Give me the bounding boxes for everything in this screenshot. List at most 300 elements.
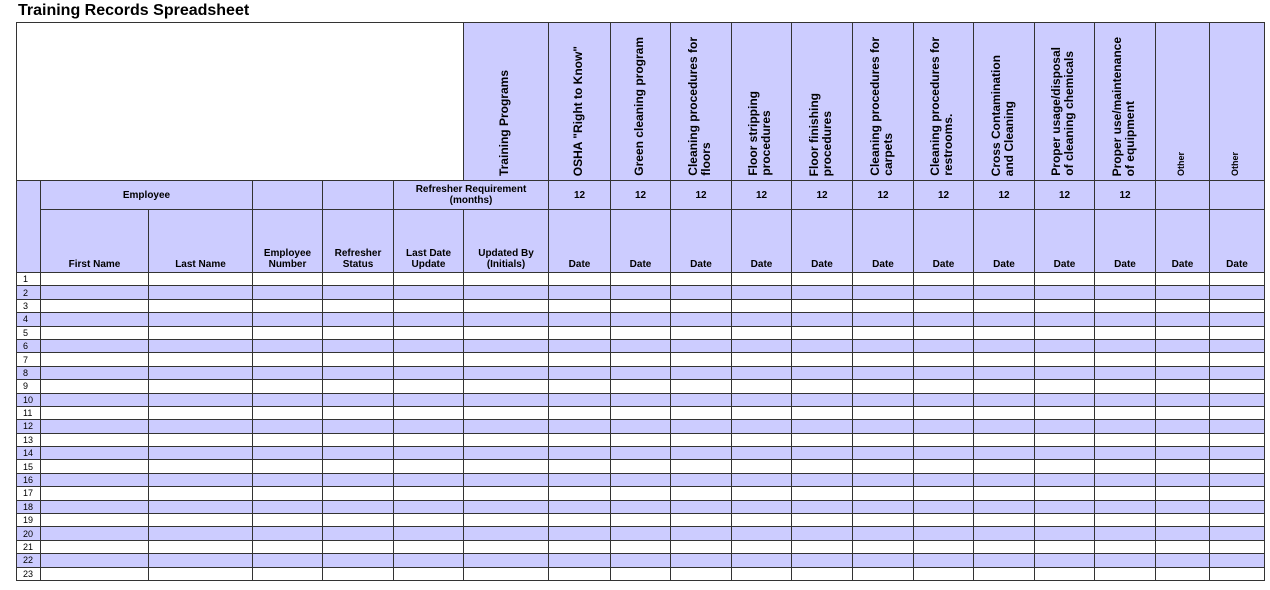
- data-cell[interactable]: [549, 286, 611, 299]
- data-cell[interactable]: [1210, 313, 1265, 326]
- data-cell[interactable]: [253, 447, 323, 460]
- data-cell[interactable]: [41, 420, 149, 433]
- data-cell[interactable]: [394, 393, 464, 406]
- data-cell[interactable]: [853, 420, 914, 433]
- data-cell[interactable]: [853, 447, 914, 460]
- data-cell[interactable]: [974, 353, 1035, 366]
- data-cell[interactable]: [732, 447, 792, 460]
- data-cell[interactable]: [1035, 433, 1095, 446]
- data-cell[interactable]: [611, 380, 671, 393]
- data-cell[interactable]: [1156, 554, 1210, 567]
- data-cell[interactable]: [1210, 286, 1265, 299]
- data-cell[interactable]: [464, 313, 549, 326]
- data-cell[interactable]: [671, 406, 732, 419]
- data-cell[interactable]: [1156, 473, 1210, 486]
- data-cell[interactable]: [914, 567, 974, 580]
- data-cell[interactable]: [974, 393, 1035, 406]
- data-cell[interactable]: [792, 326, 853, 339]
- data-cell[interactable]: [1035, 447, 1095, 460]
- data-cell[interactable]: [549, 447, 611, 460]
- data-cell[interactable]: [1095, 514, 1156, 527]
- data-cell[interactable]: [1210, 473, 1265, 486]
- data-cell[interactable]: [1210, 433, 1265, 446]
- data-cell[interactable]: [149, 460, 253, 473]
- data-cell[interactable]: [149, 339, 253, 352]
- data-cell[interactable]: [792, 339, 853, 352]
- data-cell[interactable]: [149, 500, 253, 513]
- data-cell[interactable]: [1210, 420, 1265, 433]
- data-cell[interactable]: [853, 393, 914, 406]
- data-cell[interactable]: [1095, 313, 1156, 326]
- data-cell[interactable]: [611, 447, 671, 460]
- data-cell[interactable]: [914, 514, 974, 527]
- data-cell[interactable]: [792, 273, 853, 286]
- data-cell[interactable]: [394, 420, 464, 433]
- data-cell[interactable]: [253, 554, 323, 567]
- data-cell[interactable]: [1156, 540, 1210, 553]
- data-cell[interactable]: [914, 313, 974, 326]
- data-cell[interactable]: [464, 273, 549, 286]
- data-cell[interactable]: [1210, 540, 1265, 553]
- data-cell[interactable]: [1095, 406, 1156, 419]
- data-cell[interactable]: [394, 460, 464, 473]
- data-cell[interactable]: [732, 393, 792, 406]
- data-cell[interactable]: [792, 406, 853, 419]
- data-cell[interactable]: [611, 299, 671, 312]
- data-cell[interactable]: [549, 567, 611, 580]
- data-cell[interactable]: [671, 514, 732, 527]
- data-cell[interactable]: [914, 433, 974, 446]
- data-cell[interactable]: [853, 433, 914, 446]
- data-cell[interactable]: [1095, 286, 1156, 299]
- data-cell[interactable]: [1210, 527, 1265, 540]
- data-cell[interactable]: [549, 313, 611, 326]
- data-cell[interactable]: [914, 353, 974, 366]
- data-cell[interactable]: [41, 473, 149, 486]
- data-cell[interactable]: [1035, 514, 1095, 527]
- data-cell[interactable]: [394, 286, 464, 299]
- data-cell[interactable]: [974, 406, 1035, 419]
- data-cell[interactable]: [41, 433, 149, 446]
- data-cell[interactable]: [1156, 447, 1210, 460]
- data-cell[interactable]: [1156, 433, 1210, 446]
- data-cell[interactable]: [1095, 433, 1156, 446]
- data-cell[interactable]: [1035, 527, 1095, 540]
- data-cell[interactable]: [611, 313, 671, 326]
- data-cell[interactable]: [853, 514, 914, 527]
- data-cell[interactable]: [611, 393, 671, 406]
- data-cell[interactable]: [394, 527, 464, 540]
- data-cell[interactable]: [394, 433, 464, 446]
- data-cell[interactable]: [323, 286, 394, 299]
- data-cell[interactable]: [1095, 273, 1156, 286]
- data-cell[interactable]: [1035, 299, 1095, 312]
- data-cell[interactable]: [323, 393, 394, 406]
- data-cell[interactable]: [914, 339, 974, 352]
- data-cell[interactable]: [792, 366, 853, 379]
- data-cell[interactable]: [253, 500, 323, 513]
- data-cell[interactable]: [1210, 393, 1265, 406]
- data-cell[interactable]: [1156, 273, 1210, 286]
- data-cell[interactable]: [853, 567, 914, 580]
- data-cell[interactable]: [671, 473, 732, 486]
- data-cell[interactable]: [41, 500, 149, 513]
- data-cell[interactable]: [253, 339, 323, 352]
- data-cell[interactable]: [394, 473, 464, 486]
- data-cell[interactable]: [792, 286, 853, 299]
- data-cell[interactable]: [974, 540, 1035, 553]
- data-cell[interactable]: [1156, 326, 1210, 339]
- data-cell[interactable]: [464, 540, 549, 553]
- data-cell[interactable]: [1156, 366, 1210, 379]
- data-cell[interactable]: [323, 406, 394, 419]
- data-cell[interactable]: [253, 514, 323, 527]
- data-cell[interactable]: [464, 286, 549, 299]
- data-cell[interactable]: [549, 487, 611, 500]
- data-cell[interactable]: [549, 473, 611, 486]
- data-cell[interactable]: [974, 567, 1035, 580]
- data-cell[interactable]: [1156, 339, 1210, 352]
- data-cell[interactable]: [149, 380, 253, 393]
- data-cell[interactable]: [853, 299, 914, 312]
- data-cell[interactable]: [464, 353, 549, 366]
- data-cell[interactable]: [253, 527, 323, 540]
- data-cell[interactable]: [914, 286, 974, 299]
- data-cell[interactable]: [394, 380, 464, 393]
- data-cell[interactable]: [792, 380, 853, 393]
- data-cell[interactable]: [853, 473, 914, 486]
- data-cell[interactable]: [792, 460, 853, 473]
- data-cell[interactable]: [974, 487, 1035, 500]
- data-cell[interactable]: [41, 393, 149, 406]
- data-cell[interactable]: [671, 366, 732, 379]
- data-cell[interactable]: [974, 554, 1035, 567]
- data-cell[interactable]: [974, 460, 1035, 473]
- data-cell[interactable]: [853, 487, 914, 500]
- data-cell[interactable]: [853, 273, 914, 286]
- data-cell[interactable]: [792, 299, 853, 312]
- data-cell[interactable]: [853, 326, 914, 339]
- data-cell[interactable]: [253, 353, 323, 366]
- data-cell[interactable]: [41, 299, 149, 312]
- data-cell[interactable]: [149, 540, 253, 553]
- data-cell[interactable]: [853, 353, 914, 366]
- data-cell[interactable]: [464, 299, 549, 312]
- data-cell[interactable]: [394, 339, 464, 352]
- data-cell[interactable]: [732, 527, 792, 540]
- data-cell[interactable]: [914, 393, 974, 406]
- data-cell[interactable]: [1035, 313, 1095, 326]
- data-cell[interactable]: [323, 299, 394, 312]
- data-cell[interactable]: [549, 420, 611, 433]
- data-cell[interactable]: [149, 554, 253, 567]
- data-cell[interactable]: [1156, 406, 1210, 419]
- data-cell[interactable]: [853, 380, 914, 393]
- data-cell[interactable]: [464, 393, 549, 406]
- data-cell[interactable]: [149, 353, 253, 366]
- data-cell[interactable]: [323, 353, 394, 366]
- data-cell[interactable]: [253, 393, 323, 406]
- data-cell[interactable]: [323, 540, 394, 553]
- data-cell[interactable]: [732, 339, 792, 352]
- data-cell[interactable]: [323, 273, 394, 286]
- data-cell[interactable]: [253, 540, 323, 553]
- data-cell[interactable]: [549, 380, 611, 393]
- data-cell[interactable]: [611, 420, 671, 433]
- data-cell[interactable]: [323, 487, 394, 500]
- data-cell[interactable]: [1095, 393, 1156, 406]
- data-cell[interactable]: [1210, 326, 1265, 339]
- data-cell[interactable]: [1156, 420, 1210, 433]
- data-cell[interactable]: [549, 366, 611, 379]
- data-cell[interactable]: [671, 380, 732, 393]
- data-cell[interactable]: [41, 460, 149, 473]
- data-cell[interactable]: [394, 500, 464, 513]
- data-cell[interactable]: [394, 313, 464, 326]
- data-cell[interactable]: [1210, 406, 1265, 419]
- data-cell[interactable]: [914, 326, 974, 339]
- data-cell[interactable]: [1095, 339, 1156, 352]
- data-cell[interactable]: [974, 313, 1035, 326]
- data-cell[interactable]: [394, 273, 464, 286]
- data-cell[interactable]: [974, 420, 1035, 433]
- data-cell[interactable]: [1095, 487, 1156, 500]
- data-cell[interactable]: [149, 433, 253, 446]
- data-cell[interactable]: [732, 420, 792, 433]
- data-cell[interactable]: [41, 447, 149, 460]
- data-cell[interactable]: [1035, 487, 1095, 500]
- data-cell[interactable]: [323, 433, 394, 446]
- data-cell[interactable]: [732, 326, 792, 339]
- data-cell[interactable]: [853, 460, 914, 473]
- data-cell[interactable]: [732, 514, 792, 527]
- data-cell[interactable]: [464, 326, 549, 339]
- data-cell[interactable]: [1156, 353, 1210, 366]
- data-cell[interactable]: [1035, 567, 1095, 580]
- data-cell[interactable]: [611, 433, 671, 446]
- data-cell[interactable]: [1156, 514, 1210, 527]
- data-cell[interactable]: [792, 527, 853, 540]
- data-cell[interactable]: [41, 273, 149, 286]
- data-cell[interactable]: [914, 527, 974, 540]
- data-cell[interactable]: [253, 380, 323, 393]
- data-cell[interactable]: [792, 540, 853, 553]
- data-cell[interactable]: [671, 299, 732, 312]
- data-cell[interactable]: [549, 554, 611, 567]
- data-cell[interactable]: [671, 540, 732, 553]
- data-cell[interactable]: [464, 460, 549, 473]
- data-cell[interactable]: [1156, 527, 1210, 540]
- data-cell[interactable]: [611, 353, 671, 366]
- data-cell[interactable]: [1095, 527, 1156, 540]
- data-cell[interactable]: [1035, 393, 1095, 406]
- data-cell[interactable]: [914, 299, 974, 312]
- data-cell[interactable]: [974, 366, 1035, 379]
- data-cell[interactable]: [1095, 420, 1156, 433]
- data-cell[interactable]: [149, 299, 253, 312]
- data-cell[interactable]: [149, 393, 253, 406]
- data-cell[interactable]: [1035, 353, 1095, 366]
- data-cell[interactable]: [41, 527, 149, 540]
- data-cell[interactable]: [253, 473, 323, 486]
- data-cell[interactable]: [671, 286, 732, 299]
- data-cell[interactable]: [732, 460, 792, 473]
- data-cell[interactable]: [464, 420, 549, 433]
- data-cell[interactable]: [41, 366, 149, 379]
- data-cell[interactable]: [549, 460, 611, 473]
- data-cell[interactable]: [394, 406, 464, 419]
- data-cell[interactable]: [1035, 554, 1095, 567]
- data-cell[interactable]: [549, 500, 611, 513]
- data-cell[interactable]: [149, 406, 253, 419]
- data-cell[interactable]: [611, 326, 671, 339]
- data-cell[interactable]: [914, 447, 974, 460]
- data-cell[interactable]: [149, 326, 253, 339]
- data-cell[interactable]: [671, 567, 732, 580]
- data-cell[interactable]: [323, 339, 394, 352]
- data-cell[interactable]: [41, 514, 149, 527]
- data-cell[interactable]: [253, 286, 323, 299]
- data-cell[interactable]: [464, 487, 549, 500]
- data-cell[interactable]: [549, 299, 611, 312]
- data-cell[interactable]: [323, 473, 394, 486]
- data-cell[interactable]: [671, 326, 732, 339]
- data-cell[interactable]: [1210, 273, 1265, 286]
- data-cell[interactable]: [1156, 393, 1210, 406]
- data-cell[interactable]: [974, 380, 1035, 393]
- data-cell[interactable]: [671, 487, 732, 500]
- data-cell[interactable]: [323, 514, 394, 527]
- data-cell[interactable]: [149, 366, 253, 379]
- data-cell[interactable]: [792, 353, 853, 366]
- data-cell[interactable]: [1210, 353, 1265, 366]
- data-cell[interactable]: [41, 353, 149, 366]
- data-cell[interactable]: [671, 460, 732, 473]
- data-cell[interactable]: [149, 447, 253, 460]
- data-cell[interactable]: [1210, 460, 1265, 473]
- data-cell[interactable]: [611, 500, 671, 513]
- data-cell[interactable]: [732, 366, 792, 379]
- data-cell[interactable]: [1095, 326, 1156, 339]
- data-cell[interactable]: [1210, 380, 1265, 393]
- data-cell[interactable]: [1210, 339, 1265, 352]
- data-cell[interactable]: [792, 313, 853, 326]
- data-cell[interactable]: [792, 433, 853, 446]
- data-cell[interactable]: [394, 514, 464, 527]
- data-cell[interactable]: [1095, 299, 1156, 312]
- data-cell[interactable]: [253, 433, 323, 446]
- data-cell[interactable]: [732, 353, 792, 366]
- data-cell[interactable]: [323, 554, 394, 567]
- data-cell[interactable]: [732, 313, 792, 326]
- data-cell[interactable]: [253, 273, 323, 286]
- data-cell[interactable]: [549, 339, 611, 352]
- data-cell[interactable]: [41, 286, 149, 299]
- data-cell[interactable]: [323, 447, 394, 460]
- data-cell[interactable]: [792, 487, 853, 500]
- data-cell[interactable]: [611, 567, 671, 580]
- data-cell[interactable]: [1035, 500, 1095, 513]
- data-cell[interactable]: [394, 447, 464, 460]
- data-cell[interactable]: [853, 500, 914, 513]
- data-cell[interactable]: [394, 487, 464, 500]
- data-cell[interactable]: [732, 433, 792, 446]
- data-cell[interactable]: [149, 286, 253, 299]
- data-cell[interactable]: [732, 567, 792, 580]
- data-cell[interactable]: [323, 460, 394, 473]
- data-cell[interactable]: [323, 420, 394, 433]
- data-cell[interactable]: [149, 527, 253, 540]
- data-cell[interactable]: [792, 554, 853, 567]
- data-cell[interactable]: [732, 540, 792, 553]
- data-cell[interactable]: [853, 554, 914, 567]
- data-cell[interactable]: [149, 487, 253, 500]
- data-cell[interactable]: [611, 286, 671, 299]
- data-cell[interactable]: [611, 460, 671, 473]
- data-cell[interactable]: [253, 406, 323, 419]
- data-cell[interactable]: [974, 527, 1035, 540]
- data-cell[interactable]: [974, 299, 1035, 312]
- data-cell[interactable]: [974, 514, 1035, 527]
- data-cell[interactable]: [323, 527, 394, 540]
- data-cell[interactable]: [253, 567, 323, 580]
- data-cell[interactable]: [853, 406, 914, 419]
- data-cell[interactable]: [792, 393, 853, 406]
- data-cell[interactable]: [464, 447, 549, 460]
- data-cell[interactable]: [1156, 567, 1210, 580]
- data-cell[interactable]: [732, 500, 792, 513]
- data-cell[interactable]: [732, 286, 792, 299]
- data-cell[interactable]: [253, 299, 323, 312]
- data-cell[interactable]: [1035, 286, 1095, 299]
- data-cell[interactable]: [149, 473, 253, 486]
- data-cell[interactable]: [611, 540, 671, 553]
- data-cell[interactable]: [1035, 273, 1095, 286]
- data-cell[interactable]: [732, 273, 792, 286]
- data-cell[interactable]: [323, 380, 394, 393]
- data-cell[interactable]: [1095, 500, 1156, 513]
- data-cell[interactable]: [394, 540, 464, 553]
- data-cell[interactable]: [464, 339, 549, 352]
- data-cell[interactable]: [611, 273, 671, 286]
- data-cell[interactable]: [549, 540, 611, 553]
- data-cell[interactable]: [611, 514, 671, 527]
- data-cell[interactable]: [1156, 299, 1210, 312]
- data-cell[interactable]: [1156, 380, 1210, 393]
- data-cell[interactable]: [611, 487, 671, 500]
- data-cell[interactable]: [974, 500, 1035, 513]
- data-cell[interactable]: [1095, 567, 1156, 580]
- data-cell[interactable]: [914, 366, 974, 379]
- data-cell[interactable]: [853, 366, 914, 379]
- data-cell[interactable]: [41, 554, 149, 567]
- data-cell[interactable]: [914, 540, 974, 553]
- data-cell[interactable]: [671, 447, 732, 460]
- data-cell[interactable]: [549, 326, 611, 339]
- data-cell[interactable]: [671, 433, 732, 446]
- data-cell[interactable]: [1210, 447, 1265, 460]
- data-cell[interactable]: [41, 487, 149, 500]
- data-cell[interactable]: [149, 514, 253, 527]
- data-cell[interactable]: [1095, 460, 1156, 473]
- data-cell[interactable]: [611, 527, 671, 540]
- data-cell[interactable]: [549, 393, 611, 406]
- data-cell[interactable]: [792, 567, 853, 580]
- data-cell[interactable]: [671, 554, 732, 567]
- data-cell[interactable]: [394, 554, 464, 567]
- data-cell[interactable]: [149, 567, 253, 580]
- data-cell[interactable]: [323, 366, 394, 379]
